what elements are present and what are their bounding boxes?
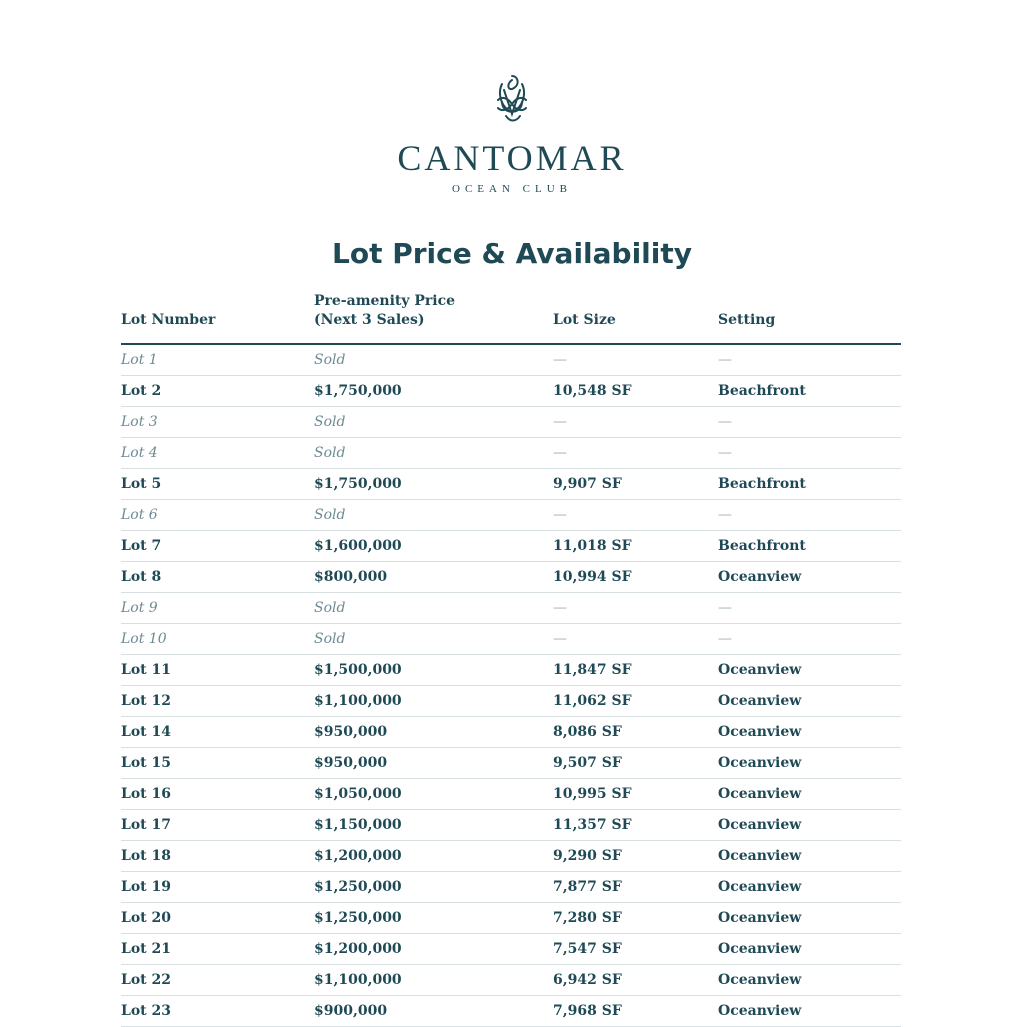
- table-row: [121, 779, 901, 810]
- cell-lot-size: 7,280 SF: [553, 910, 622, 926]
- cell-lot-size: 7,547 SF: [553, 941, 622, 957]
- cell-lot-number: Lot 12: [121, 693, 172, 709]
- cell-lot-number: Lot 20: [121, 910, 172, 926]
- table-row: [121, 531, 901, 562]
- cell-lot-number: Lot 4: [121, 445, 158, 461]
- cell-price: $1,050,000: [314, 786, 402, 802]
- table-row: [121, 965, 901, 996]
- table-header: [121, 293, 901, 345]
- cell-setting: —: [718, 352, 732, 368]
- table-body: [121, 345, 901, 1027]
- cell-price: Sold: [314, 631, 346, 647]
- cell-lot-number: Lot 23: [121, 1003, 172, 1019]
- cell-setting: —: [718, 600, 732, 616]
- cell-lot-number: Lot 5: [121, 476, 162, 492]
- cell-setting: Oceanview: [718, 879, 802, 895]
- cell-lot-number: Lot 3: [121, 414, 158, 430]
- cell-setting: Oceanview: [718, 941, 802, 957]
- cell-lot-size: —: [553, 631, 567, 647]
- cell-lot-size: —: [553, 352, 567, 368]
- table-row: [121, 655, 901, 686]
- cell-lot-size: 8,086 SF: [553, 724, 622, 740]
- lot-table: [121, 293, 901, 1027]
- cell-lot-number: Lot 18: [121, 848, 172, 864]
- cell-setting: Oceanview: [718, 755, 802, 771]
- brand-header: [0, 70, 1024, 196]
- cell-price: $1,250,000: [314, 879, 402, 895]
- cell-setting: Oceanview: [718, 817, 802, 833]
- cell-lot-size: 10,994 SF: [553, 569, 632, 585]
- cell-setting: —: [718, 445, 732, 461]
- cell-lot-size: 9,907 SF: [553, 476, 622, 492]
- cell-price: $1,500,000: [314, 662, 402, 678]
- cell-lot-number: Lot 8: [121, 569, 162, 585]
- cell-price: $1,750,000: [314, 476, 402, 492]
- header-price: Pre-amenity Price (Next 3 Sales): [314, 293, 456, 328]
- cell-lot-size: 9,507 SF: [553, 755, 622, 771]
- table-row: [121, 438, 901, 469]
- cell-setting: Oceanview: [718, 693, 802, 709]
- cell-lot-size: 11,357 SF: [553, 817, 632, 833]
- monogram-logo-icon: [488, 70, 536, 126]
- brand-name: CANTOMAR: [397, 138, 627, 178]
- table-row: [121, 996, 901, 1027]
- header-lot-number: Lot Number: [121, 312, 216, 328]
- cell-price: $950,000: [314, 755, 388, 771]
- table-row: [121, 562, 901, 593]
- cell-lot-size: 11,062 SF: [553, 693, 632, 709]
- cell-lot-number: Lot 1: [121, 352, 158, 368]
- cell-setting: Beachfront: [718, 383, 806, 399]
- table-row: [121, 903, 901, 934]
- table-row: [121, 934, 901, 965]
- cell-lot-number: Lot 21: [121, 941, 172, 957]
- cell-lot-number: Lot 6: [121, 507, 158, 523]
- table-row: [121, 748, 901, 779]
- table-row: [121, 717, 901, 748]
- table-row: [121, 469, 901, 500]
- table-row: [121, 500, 901, 531]
- cell-price: $1,150,000: [314, 817, 402, 833]
- cell-price: $950,000: [314, 724, 388, 740]
- cell-setting: Oceanview: [718, 569, 802, 585]
- cell-lot-number: Lot 19: [121, 879, 172, 895]
- cell-lot-size: 10,995 SF: [553, 786, 632, 802]
- cell-lot-number: Lot 11: [121, 662, 172, 678]
- cell-lot-number: Lot 16: [121, 786, 172, 802]
- table-row: [121, 810, 901, 841]
- cell-lot-size: 6,942 SF: [553, 972, 622, 988]
- table-row: [121, 407, 901, 438]
- cell-setting: Oceanview: [718, 910, 802, 926]
- cell-price: $1,750,000: [314, 383, 402, 399]
- table-row: [121, 345, 901, 376]
- header-lot-size: Lot Size: [553, 312, 616, 328]
- cell-lot-size: 7,877 SF: [553, 879, 622, 895]
- cell-lot-number: Lot 15: [121, 755, 172, 771]
- table-row: [121, 686, 901, 717]
- cell-lot-size: 10,548 SF: [553, 383, 632, 399]
- cell-lot-size: —: [553, 445, 567, 461]
- cell-price: Sold: [314, 507, 346, 523]
- cell-lot-number: Lot 22: [121, 972, 172, 988]
- page-title: Lot Price & Availability: [331, 237, 693, 270]
- table-row: [121, 624, 901, 655]
- cell-lot-number: Lot 10: [121, 631, 167, 647]
- cell-setting: Oceanview: [718, 848, 802, 864]
- cell-setting: —: [718, 631, 732, 647]
- cell-price: Sold: [314, 445, 346, 461]
- table-row: [121, 593, 901, 624]
- cell-lot-size: —: [553, 507, 567, 523]
- table-row: [121, 841, 901, 872]
- cell-lot-number: Lot 14: [121, 724, 172, 740]
- cell-price: $1,100,000: [314, 972, 402, 988]
- cell-setting: —: [718, 414, 732, 430]
- cell-lot-size: 11,847 SF: [553, 662, 632, 678]
- cell-price: $800,000: [314, 569, 388, 585]
- cell-price: Sold: [314, 600, 346, 616]
- cell-lot-number: Lot 7: [121, 538, 162, 554]
- cell-setting: Oceanview: [718, 1003, 802, 1019]
- table-row: [121, 872, 901, 903]
- cell-setting: Oceanview: [718, 972, 802, 988]
- cell-lot-size: —: [553, 414, 567, 430]
- cell-price: $1,100,000: [314, 693, 402, 709]
- cell-price: $1,200,000: [314, 848, 402, 864]
- cell-setting: —: [718, 507, 732, 523]
- cell-setting: Beachfront: [718, 538, 806, 554]
- cell-lot-size: 9,290 SF: [553, 848, 622, 864]
- table-row: [121, 376, 901, 407]
- cell-price: $1,200,000: [314, 941, 402, 957]
- cell-price: $900,000: [314, 1003, 388, 1019]
- cell-lot-size: 7,968 SF: [553, 1003, 622, 1019]
- cell-setting: Oceanview: [718, 786, 802, 802]
- cell-lot-size: —: [553, 600, 567, 616]
- cell-setting: Oceanview: [718, 662, 802, 678]
- cell-lot-number: Lot 9: [121, 600, 158, 616]
- cell-setting: Beachfront: [718, 476, 806, 492]
- header-setting: Setting: [718, 312, 776, 328]
- cell-price: Sold: [314, 414, 346, 430]
- cell-lot-size: 11,018 SF: [553, 538, 632, 554]
- cell-setting: Oceanview: [718, 724, 802, 740]
- cell-price: Sold: [314, 352, 346, 368]
- cell-price: $1,250,000: [314, 910, 402, 926]
- cell-lot-number: Lot 17: [121, 817, 172, 833]
- cell-price: $1,600,000: [314, 538, 402, 554]
- brand-subtitle: OCEAN CLUB: [452, 183, 572, 195]
- cell-lot-number: Lot 2: [121, 383, 162, 399]
